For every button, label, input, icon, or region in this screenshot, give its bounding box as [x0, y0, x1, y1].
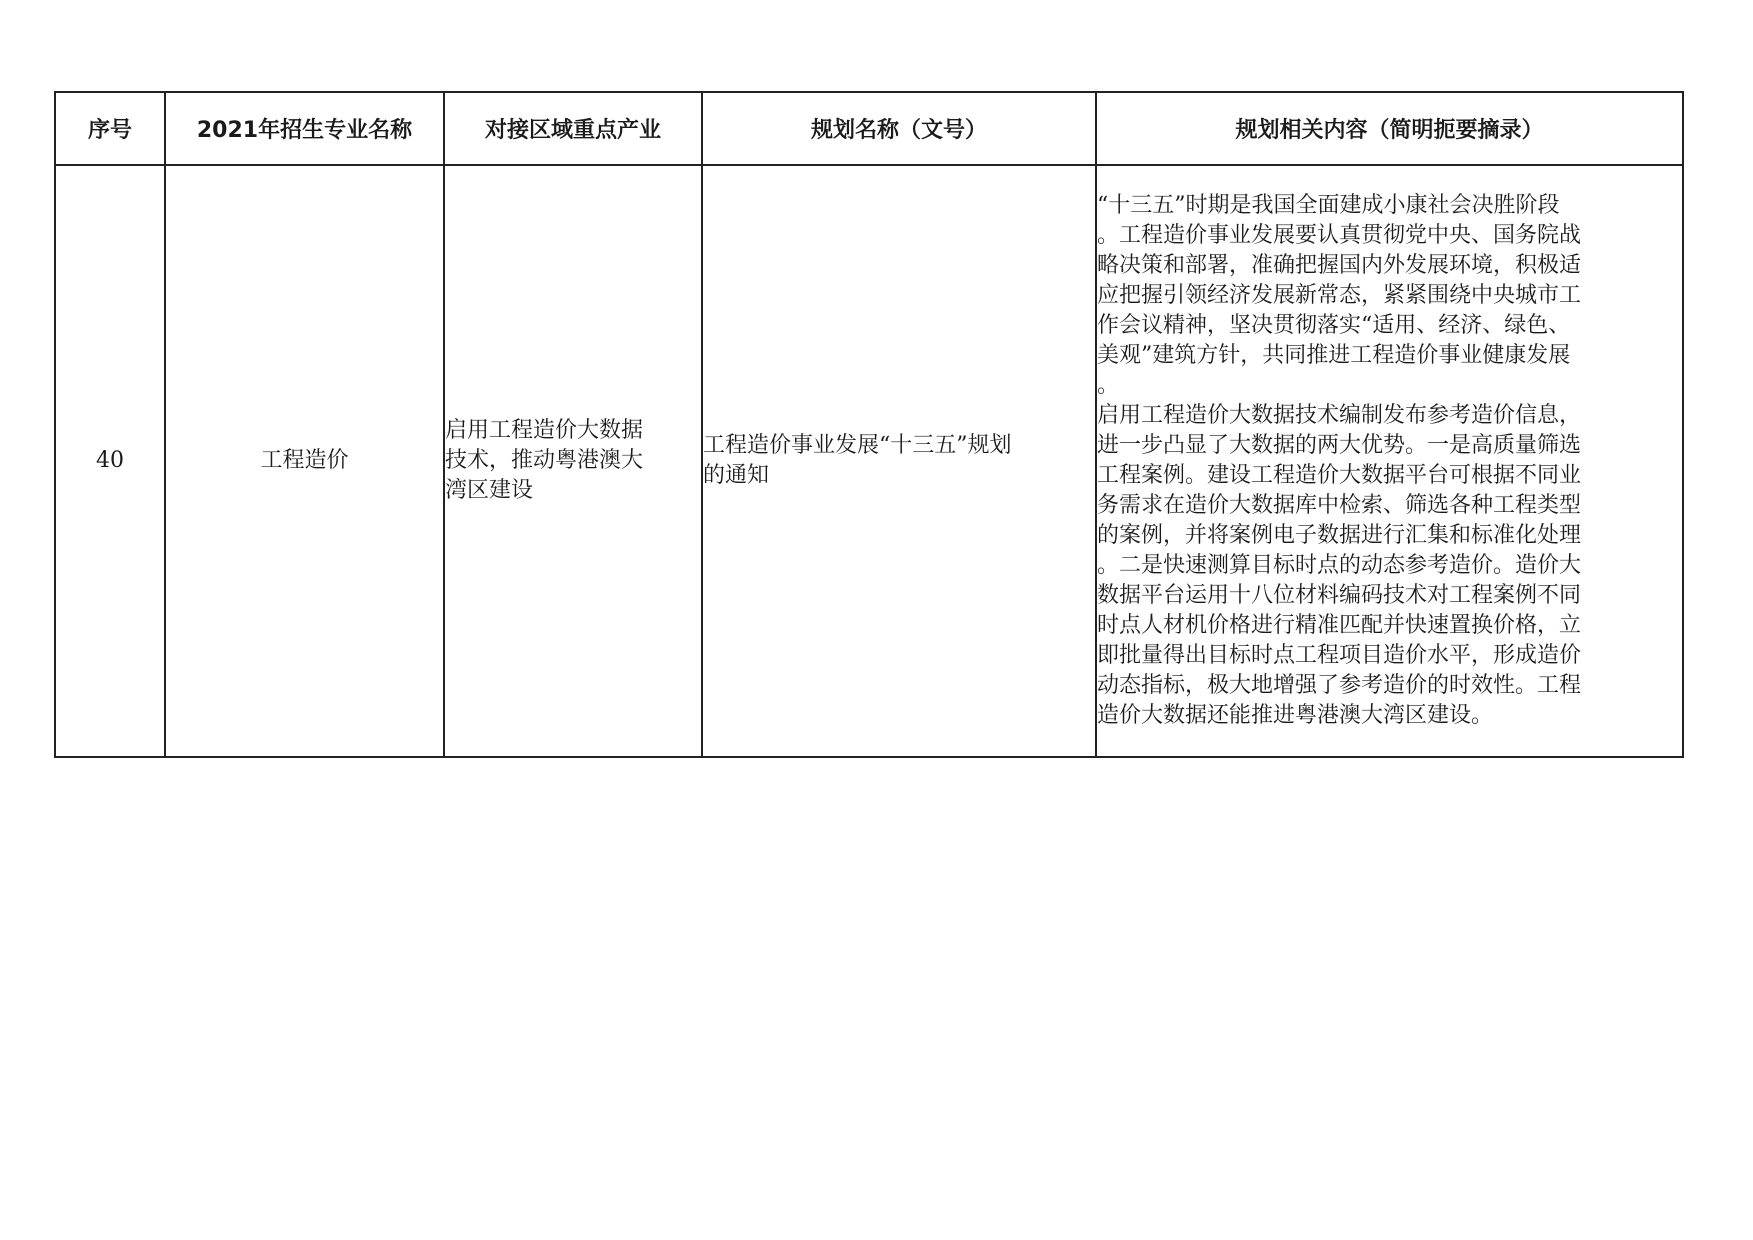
- content-line: 进一步凸显了大数据的两大优势。一是高质量筛选: [1097, 433, 1582, 458]
- content-line: 略决策和部署，准确把握国内外发展环境，积极适: [1097, 253, 1582, 278]
- header-seq: 序号: [55, 92, 165, 165]
- content-line: 作会议精神，坚决贯彻落实“适用、经济、绿色、: [1097, 313, 1571, 338]
- table-row: [55, 165, 1683, 757]
- content-line: 。: [1097, 373, 1120, 398]
- content-line: 。二是快速测算目标时点的动态参考造价。造价大: [1097, 553, 1582, 578]
- header-major: 2021年招生专业名称: [165, 92, 444, 165]
- cell-industry: [444, 165, 702, 757]
- table-header: [55, 92, 1683, 165]
- content-line: 务需求在造价大数据库中检索、筛选各种工程类型: [1097, 493, 1582, 518]
- industry-line: 湾区建设: [445, 478, 534, 503]
- header-plan-name: 规划名称（文号）: [702, 92, 1096, 165]
- cell-plan-name: [702, 165, 1096, 757]
- cell-seq: 40: [55, 165, 165, 757]
- document-table: [54, 91, 1684, 758]
- content-line: 应把握引领经济发展新常态，紧紧围绕中央城市工: [1097, 283, 1582, 308]
- cell-plan-content: [1096, 165, 1683, 757]
- content-line: 时点人材机价格进行精准匹配并快速置换价格，立: [1097, 613, 1582, 638]
- content-line: 启用工程造价大数据技术编制发布参考造价信息，: [1097, 403, 1582, 428]
- content-line: 。工程造价事业发展要认真贯彻党中央、国务院战: [1097, 223, 1582, 248]
- industry-line: 启用工程造价大数据: [445, 418, 644, 443]
- header-plan-content: 规划相关内容（简明扼要摘录）: [1096, 92, 1683, 165]
- content-line: 造价大数据还能推进粤港澳大湾区建设。: [1097, 703, 1494, 728]
- plan-name-line: 的通知: [703, 463, 770, 488]
- content-line: 工程案例。建设工程造价大数据平台可根据不同业: [1097, 463, 1582, 488]
- content-line: “十三五”时期是我国全面建成小康社会决胜阶段: [1097, 193, 1560, 218]
- content-line: 动态指标，极大地增强了参考造价的时效性。工程: [1097, 673, 1582, 698]
- plan-name-line: 工程造价事业发展“十三五”规划: [703, 433, 1012, 458]
- cell-major: 工程造价: [165, 165, 444, 757]
- header-row: [55, 92, 1683, 165]
- table-body: [55, 165, 1683, 757]
- header-industry: 对接区域重点产业: [444, 92, 702, 165]
- content-line: 即批量得出目标时点工程项目造价水平，形成造价: [1097, 643, 1582, 668]
- content-line: 的案例，并将案例电子数据进行汇集和标准化处理: [1097, 523, 1582, 548]
- industry-line: 技术，推动粤港澳大: [445, 448, 644, 473]
- content-line: 数据平台运用十八位材料编码技术对工程案例不同: [1097, 583, 1582, 608]
- content-line: 美观”建筑方针，共同推进工程造价事业健康发展: [1097, 343, 1571, 368]
